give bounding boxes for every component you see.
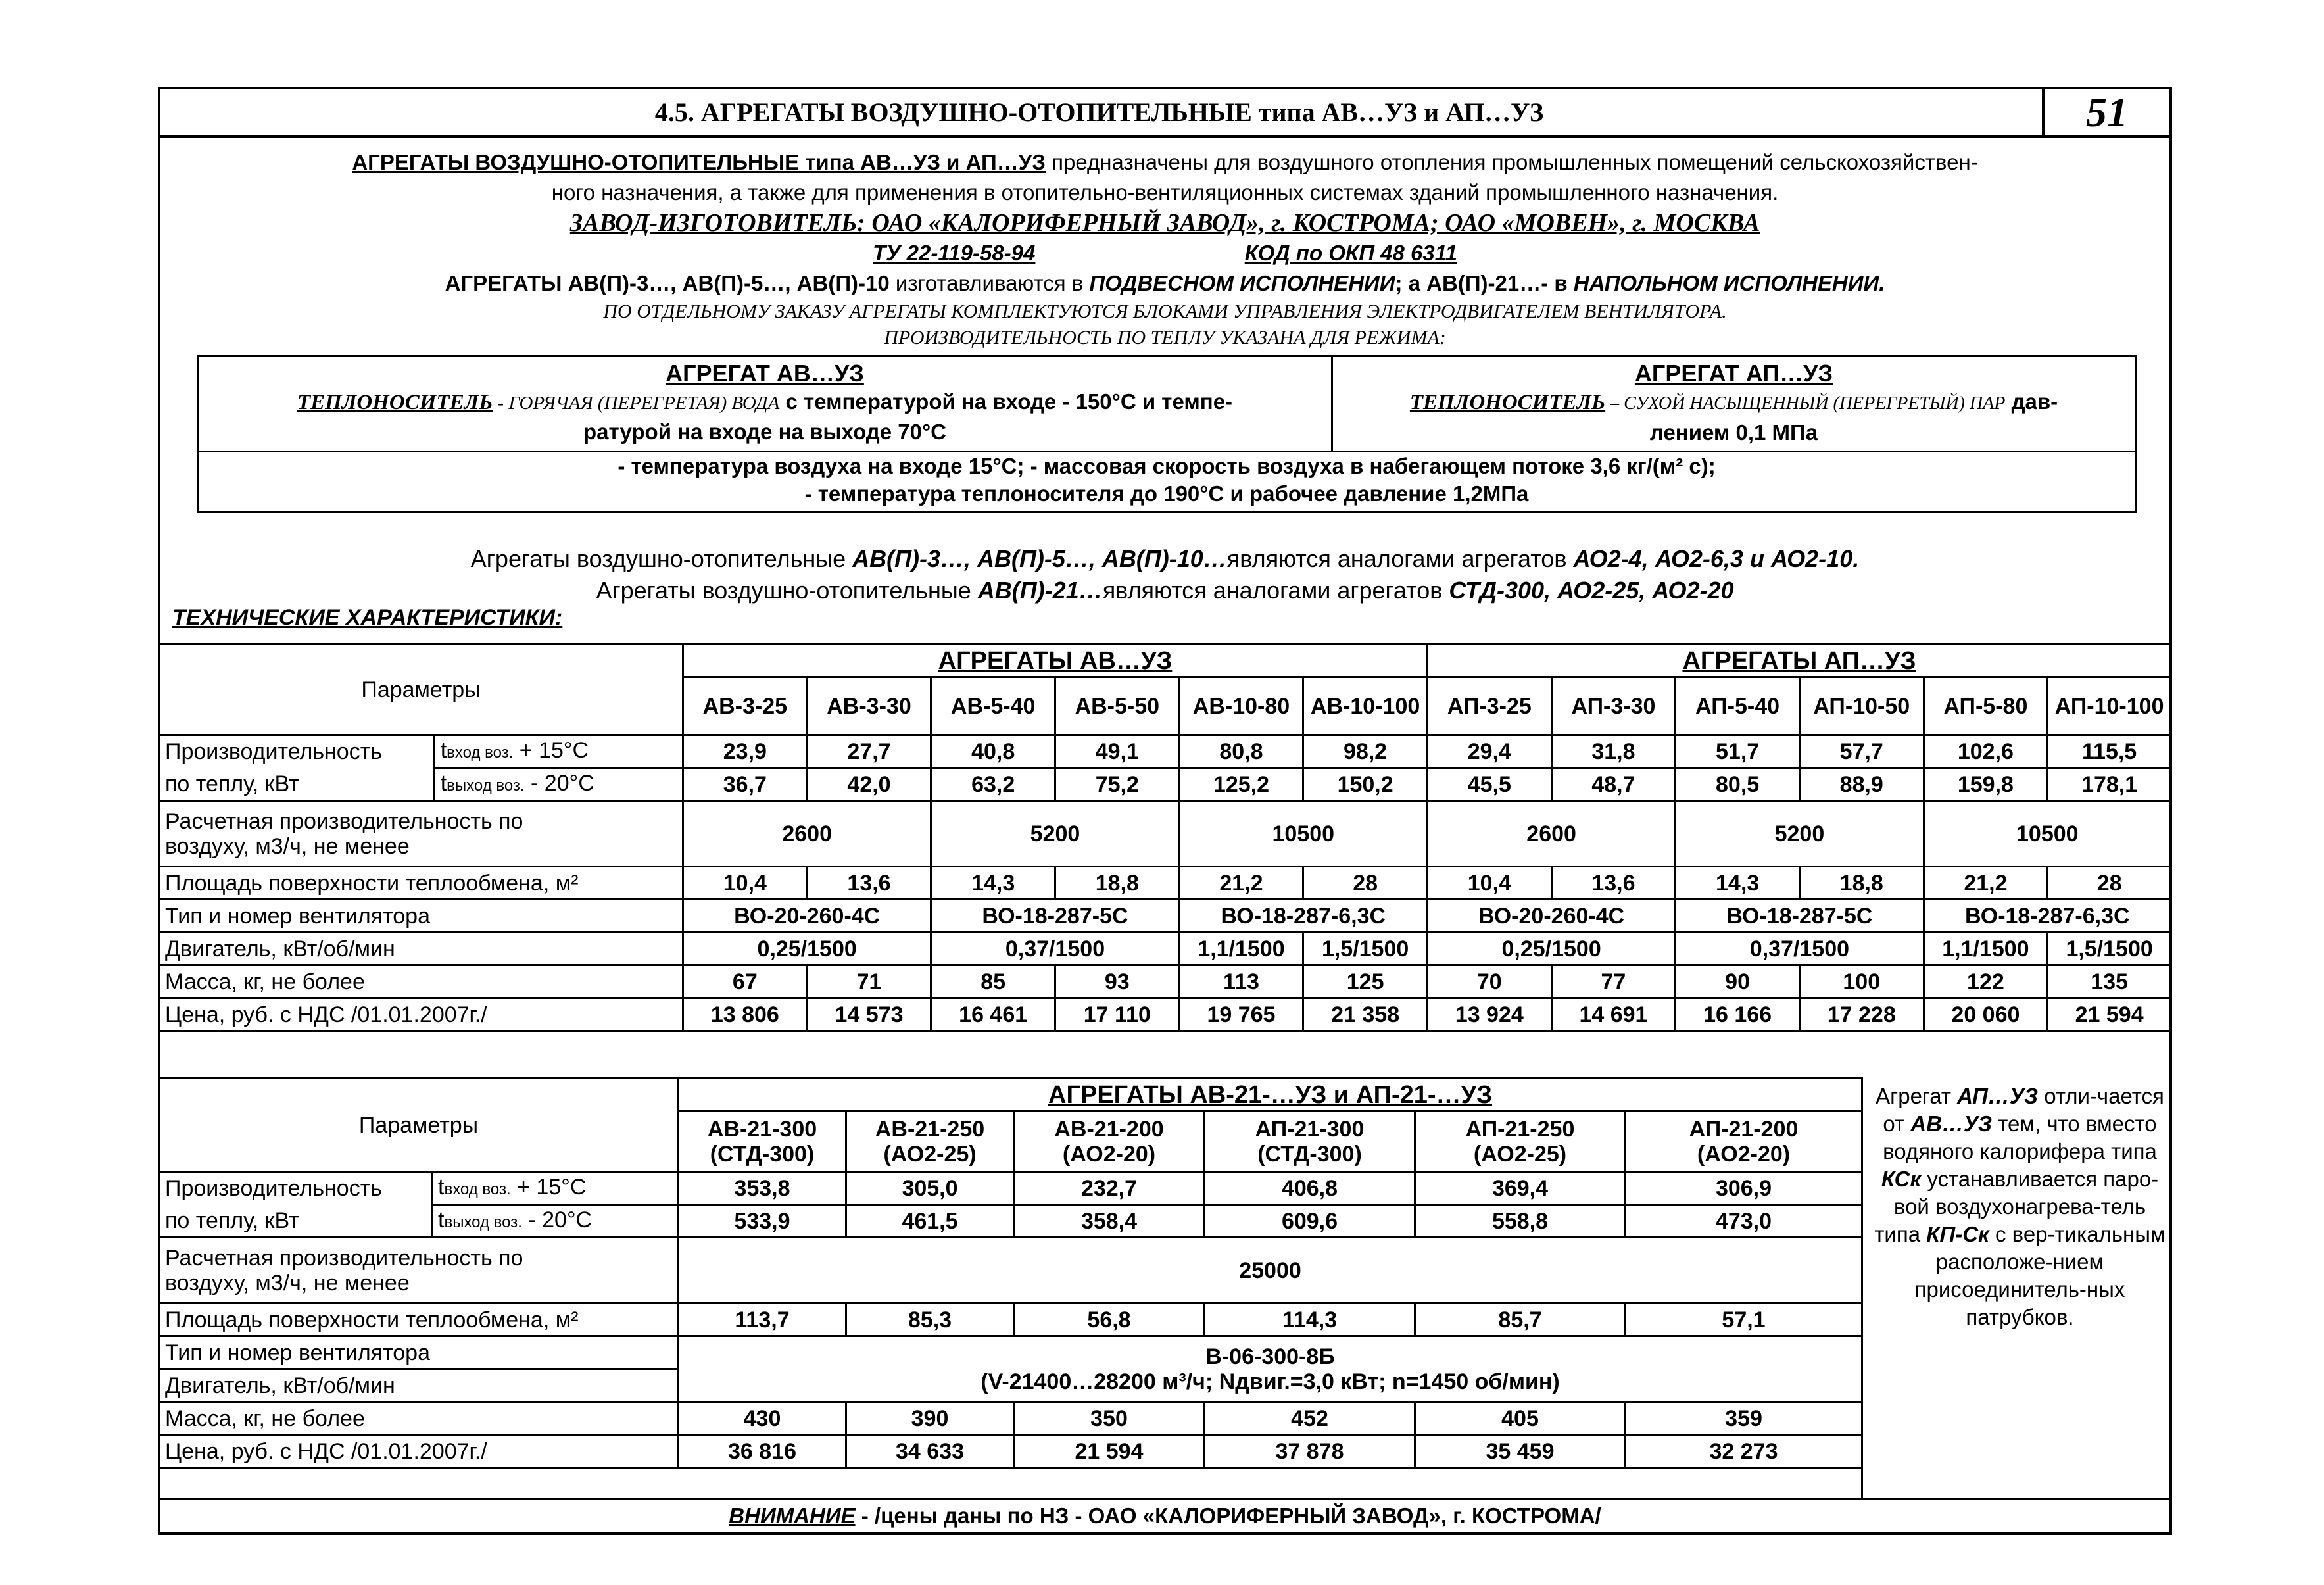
analogs-1b: АВ(П)-3…, АВ(П)-5…, АВ(П)-10… <box>852 545 1227 572</box>
t2-model-name: АП-21-250 <box>1465 1116 1575 1142</box>
air-label-1: Расчетная производительность по <box>165 808 523 834</box>
t2-mass-cell: 350 <box>1014 1402 1205 1435</box>
t1-mass-label: Масса, кг, не более <box>159 965 683 998</box>
t1-area-cell: 18,8 <box>1799 867 1924 900</box>
t1-air-row <box>159 801 2171 867</box>
t1-fan-cell: ВО-20-260-4С <box>683 900 931 933</box>
t-out-subscript: выход воз. <box>444 1213 522 1231</box>
t1-air-cell: 2600 <box>1427 801 1675 867</box>
t1-heat-out-cell: 36,7 <box>683 768 808 801</box>
t1-heat-out-row <box>159 768 2171 801</box>
t1-group-row <box>159 645 2171 677</box>
t1-model: АВ-10-100 <box>1303 677 1428 735</box>
t1-mass-cell: 93 <box>1055 965 1179 998</box>
mode-av-line2: ратурой на входе на выходе 70°С <box>583 420 947 444</box>
t2-model-name: АП-21-300 <box>1255 1116 1365 1142</box>
t1-fan-row <box>159 900 2171 933</box>
mode-av-header: АГРЕГАТ АВ…УЗ <box>666 360 864 387</box>
t2-air-cell: 25000 <box>679 1238 1862 1304</box>
t1-fan-cell: ВО-18-287-6,3С <box>1924 900 2171 933</box>
t2-motor-label: Двигатель, кВт/об/мин <box>159 1369 679 1402</box>
t2-heat-out-cell: 558,8 <box>1415 1205 1626 1238</box>
t2-heat-out-cell: 461,5 <box>846 1205 1014 1238</box>
intro-lead-rest: предназначены для воздушного отопления промышленных помещений сельскохозяйствен- <box>1045 150 1978 174</box>
mode-common-1: - температура воздуха на входе 15°С; - массовая скорость воздуха в набегающем потоке 3,6 кг/(м² с); <box>617 454 1716 478</box>
t2-model <box>1415 1111 1626 1172</box>
t1-mass-cell: 67 <box>683 965 808 998</box>
t1-air-cell: 5200 <box>1676 801 1924 867</box>
t1-area-cell: 13,6 <box>807 867 931 900</box>
t2-fan-row <box>159 1336 1862 1369</box>
t1-heat-out-cell: 42,0 <box>807 768 931 801</box>
mode-common-2: - температура теплоносителя до 190°С и рабочее давление 1,2МПа <box>804 481 1529 506</box>
exec-floor: НАПОЛЬНОМ ИСПОЛНЕНИИ. <box>1573 271 1885 295</box>
t2-model-name: АВ-21-300 <box>707 1116 817 1142</box>
t-symbol: t <box>438 1174 445 1200</box>
t-symbol: t <box>440 737 447 763</box>
intro-line-2: ного назначения, а также для применения в отопительно-вентиляционных системах зданий промышленного назначения. <box>551 180 1779 205</box>
t1-heat-in-cell: 27,7 <box>807 735 931 768</box>
t2-mass-cell: 452 <box>1205 1402 1415 1435</box>
sidenote-i: с вер-тикальным расположе-нием присоединитель-ных патрубков. <box>1914 1222 2166 1329</box>
page-number: 51 <box>2042 89 2169 135</box>
t1-heat-in-cell: 40,8 <box>931 735 1055 768</box>
analogs-line-1 <box>160 543 2169 575</box>
t1-price-cell: 16 166 <box>1676 998 1800 1031</box>
t-in-value: + 15°С <box>513 737 589 763</box>
t1-heat-out-cell: 80,5 <box>1676 768 1800 801</box>
t2-mass-cell: 359 <box>1626 1402 1862 1435</box>
okp-code: КОД по ОКП 48 6311 <box>1244 241 1457 265</box>
analogs-1c: являются аналогами агрегатов <box>1226 545 1574 572</box>
t2-model <box>1014 1111 1205 1172</box>
t2-mass-cell: 430 <box>679 1402 846 1435</box>
t2-area-cell: 114,3 <box>1205 1304 1415 1336</box>
t2-mass-cell: 405 <box>1415 1402 1626 1435</box>
title-bar <box>160 89 2169 138</box>
mode-ap-line1 <box>1333 387 2135 418</box>
page-frame <box>158 87 2172 1535</box>
t1-mass-cell: 135 <box>2048 965 2171 998</box>
tu-code: ТУ 22-119-58-94 <box>873 241 1036 265</box>
analogs-2d: СТД-300, АО2-25, АО2-20 <box>1449 577 1734 604</box>
t1-area-cell: 10,4 <box>683 867 808 900</box>
t1-price-cell: 14 691 <box>1551 998 1676 1031</box>
t1-price-cell: 19 765 <box>1179 998 1303 1031</box>
mode-ap-header: АГРЕГАТ АП…УЗ <box>1634 360 1833 387</box>
mode-ap-steam: – СУХОЙ НАСЫЩЕННЫЙ (ПЕРЕГРЕТЫЙ) ПАР <box>1605 393 2006 414</box>
analogs-2c: являются аналогами агрегатов <box>1102 577 1449 604</box>
t1-fan-cell: ВО-18-287-6,3С <box>1179 900 1427 933</box>
t1-heat-in-cell: 115,5 <box>2048 735 2171 768</box>
t2-heat-out-row <box>159 1205 1862 1238</box>
t-in-subscript: вход воз. <box>447 743 514 762</box>
t1-model: АВ-10-80 <box>1179 677 1303 735</box>
t2-price-label: Цена, руб. с НДС /01.01.2007г./ <box>159 1435 679 1468</box>
t1-mass-cell: 85 <box>931 965 1055 998</box>
t1-motor-cell: 1,1/1500 <box>1179 933 1303 965</box>
t2-price-cell: 37 878 <box>1205 1435 1415 1468</box>
t1-model: АП-3-30 <box>1551 677 1676 735</box>
t2-model-name: АВ-21-250 <box>875 1116 985 1142</box>
t2-area-cell: 57,1 <box>1626 1304 1862 1336</box>
t1-area-cell: 14,3 <box>931 867 1055 900</box>
t1-heat-in-cell: 51,7 <box>1676 735 1800 768</box>
analogs-2a: Агрегаты воздушно-отопительные <box>596 577 978 604</box>
sidenote-e: тем, что вместо водяного калорифера типа <box>1883 1111 2157 1163</box>
page-title: 4.5. АГРЕГАТЫ ВОЗДУШНО-ОТОПИТЕЛЬНЫЕ типа АВ…УЗ и АП…УЗ <box>654 97 1544 127</box>
sidenote-divider <box>1861 1077 1863 1500</box>
mode-ap-carrier: ТЕПЛОНОСИТЕЛЬ <box>1409 391 1606 414</box>
t1-mass-cell: 70 <box>1427 965 1551 998</box>
t1-params-header: Параметры <box>159 645 683 735</box>
t-in-subscript: вход воз. <box>444 1180 511 1198</box>
t1-air-cell: 10500 <box>1179 801 1427 867</box>
t2-model <box>1205 1111 1415 1172</box>
sidenote-c: отли-чается от <box>1883 1084 2164 1136</box>
t2-area-cell: 56,8 <box>1014 1304 1205 1336</box>
t2-area-cell: 85,3 <box>846 1304 1014 1336</box>
t1-model: АП-10-100 <box>2048 677 2171 735</box>
t2-heat-out-cell: 533,9 <box>679 1205 846 1238</box>
t1-mass-row <box>159 965 2171 998</box>
t1-price-cell: 13 806 <box>683 998 808 1031</box>
t2-model-analog: (АО2-25) <box>1473 1141 1567 1167</box>
analogs-1d: АО2-4, АО2-6,3 и АО2-10. <box>1573 545 1860 572</box>
t1-heat-out-cell: 75,2 <box>1055 768 1179 801</box>
t1-mass-cell: 90 <box>1676 965 1800 998</box>
t2-fan-type: В-06-300-8Б <box>1205 1344 1335 1369</box>
t1-mass-cell: 122 <box>1924 965 2048 998</box>
mode-common-cell <box>199 452 2135 512</box>
t2-heat-label-2: по теплу, кВт <box>159 1205 432 1238</box>
t1-fan-cell: ВО-18-287-5С <box>931 900 1179 933</box>
t-symbol: t <box>440 770 447 796</box>
t-out-value: - 20°С <box>524 770 594 796</box>
t1-model: АП-3-25 <box>1427 677 1551 735</box>
t1-price-cell: 16 461 <box>931 998 1055 1031</box>
t2-mass-cell: 390 <box>846 1402 1014 1435</box>
t1-mass-cell: 71 <box>807 965 931 998</box>
t-out-value: - 20°С <box>521 1207 593 1232</box>
t2-t-out-label <box>432 1205 679 1238</box>
t1-model: АП-5-80 <box>1924 677 2048 735</box>
t2-model-analog: (СТД-300) <box>1257 1141 1362 1167</box>
air-label-2: воздуху, м3/ч, не менее <box>165 1270 410 1296</box>
t1-price-cell: 13 924 <box>1427 998 1551 1031</box>
mode-note: ПРОИЗВОДИТЕЛЬНОСТЬ ПО ТЕПЛУ УКАЗАНА ДЛЯ РЕЖИМА: <box>884 327 1446 349</box>
t2-heat-in-cell: 353,8 <box>679 1172 846 1205</box>
analogs-section <box>160 543 2169 606</box>
exec-text: изготавливаются в <box>889 271 1090 295</box>
t1-motor-cell: 1,5/1500 <box>2048 933 2171 965</box>
t1-t-out-label <box>434 768 683 801</box>
t1-air-label <box>159 801 683 867</box>
tu-okp-line <box>174 238 2156 268</box>
t1-area-cell: 28 <box>2048 867 2171 900</box>
t-out-subscript: выход воз. <box>447 776 525 794</box>
t1-area-cell: 18,8 <box>1055 867 1179 900</box>
t1-air-cell: 5200 <box>931 801 1179 867</box>
t1-area-row <box>159 867 2171 900</box>
t1-model: АВ-3-25 <box>683 677 808 735</box>
t2-model-analog: (АО2-25) <box>883 1141 977 1167</box>
t1-group-ap: АГРЕГАТЫ АП…УЗ <box>1427 645 2171 677</box>
t2-mass-label: Масса, кг, не более <box>159 1402 679 1435</box>
t2-fan-label: Тип и номер вентилятора <box>159 1336 679 1369</box>
t2-model-name: АП-21-200 <box>1689 1116 1799 1142</box>
t2-mass-row <box>159 1402 1862 1435</box>
t2-fan-specs: (V-21400…28200 м³/ч; Nдвиг.=3,0 кВт; n=1450 об/мин) <box>980 1369 1560 1394</box>
t2-price-cell: 36 816 <box>679 1435 846 1468</box>
air-label-2: воздуху, м3/ч, не менее <box>165 833 410 859</box>
t2-model-name: АВ-21-200 <box>1054 1116 1164 1142</box>
t1-motor-cell: 0,25/1500 <box>1427 933 1675 965</box>
t1-motor-label: Двигатель, кВт/об/мин <box>159 933 683 965</box>
specs-table-1 <box>158 643 2172 1032</box>
sidenote-d: АВ…УЗ <box>1910 1111 1993 1136</box>
t1-area-cell: 14,3 <box>1676 867 1800 900</box>
t2-heat-in-cell: 306,9 <box>1626 1172 1862 1205</box>
t2-heat-label-1: Производительность <box>159 1172 432 1205</box>
t1-mass-cell: 77 <box>1551 965 1676 998</box>
mode-av-temp: с температурой на входе - 150°С и темпе- <box>779 389 1233 414</box>
sidenote-g: устанавливается паро-вой воздухонагрева-тель типа <box>1874 1167 2159 1246</box>
t1-fan-cell: ВО-20-260-4С <box>1427 900 1675 933</box>
t2-heat-in-row <box>159 1172 1862 1205</box>
mode-ap-line2: лением 0,1 МПа <box>1649 420 1818 445</box>
t1-area-cell: 28 <box>1303 867 1428 900</box>
t1-heat-in-cell: 102,6 <box>1924 735 2048 768</box>
t1-air-cell: 10500 <box>1924 801 2171 867</box>
t1-model: АВ-5-40 <box>931 677 1055 735</box>
sidenote-a: Агрегат <box>1876 1084 1958 1108</box>
t2-area-label: Площадь поверхности теплообмена, м² <box>159 1304 679 1336</box>
t1-heat-in-row <box>159 735 2171 768</box>
t1-price-label: Цена, руб. с НДС /01.01.2007г./ <box>159 998 683 1031</box>
specs-table-2 <box>158 1077 1863 1469</box>
sidenote <box>1870 1083 2169 1331</box>
t1-area-cell: 10,4 <box>1427 867 1551 900</box>
intro-section <box>174 147 2156 351</box>
t1-price-cell: 21 358 <box>1303 998 1428 1031</box>
t1-price-cell: 20 060 <box>1924 998 2048 1031</box>
t1-model: АП-10-50 <box>1799 677 1924 735</box>
analogs-line-2 <box>160 575 2169 606</box>
t1-area-label: Площадь поверхности теплообмена, м² <box>159 867 683 900</box>
t2-heat-out-cell: 473,0 <box>1626 1205 1862 1238</box>
t1-t-in-label <box>434 735 683 768</box>
manufacturer: ЗАВОД-ИЗГОТОВИТЕЛЬ: ОАО «КАЛОРИФЕРНЫЙ ЗАВОД», г. КОСТРОМА; ОАО «МОВЕН», г. МОСКВА <box>569 209 1760 237</box>
exec-models: АГРЕГАТЫ АВ(П)-3…, АВ(П)-5…, АВ(П)-10 <box>445 271 890 295</box>
t2-heat-in-cell: 232,7 <box>1014 1172 1205 1205</box>
t1-area-cell: 21,2 <box>1179 867 1303 900</box>
t1-price-row <box>159 998 2171 1031</box>
sidenote-b: АП…УЗ <box>1957 1084 2039 1108</box>
exec-text-2: ; а АВ(П)-21…- в <box>1395 271 1574 295</box>
mode-av-carrier: ТЕПЛОНОСИТЕЛЬ <box>297 391 493 414</box>
t1-price-cell: 21 594 <box>2048 998 2171 1031</box>
t2-model-analog: (АО2-20) <box>1697 1141 1791 1167</box>
t1-motor-cell: 0,37/1500 <box>931 933 1179 965</box>
t1-heat-in-cell: 98,2 <box>1303 735 1428 768</box>
t1-model: АВ-5-50 <box>1055 677 1179 735</box>
t2-group-row <box>159 1079 1862 1111</box>
t1-heat-out-cell: 159,8 <box>1924 768 2048 801</box>
t1-heat-in-cell: 80,8 <box>1179 735 1303 768</box>
mode-ap-press-a: дав- <box>2005 389 2058 414</box>
exec-suspended: ПОДВЕСНОМ ИСПОЛНЕНИИ <box>1089 271 1395 295</box>
mode-av-water: - ГОРЯЧАЯ (ПЕРЕГРЕТАЯ) ВОДА <box>493 393 780 414</box>
t1-motor-cell: 1,1/1500 <box>1924 933 2048 965</box>
t1-mass-cell: 113 <box>1179 965 1303 998</box>
t2-params-header: Параметры <box>159 1079 679 1172</box>
t1-heat-out-cell: 48,7 <box>1551 768 1676 801</box>
t2-area-row <box>159 1304 1862 1336</box>
analogs-1a: Агрегаты воздушно-отопительные <box>470 545 853 572</box>
t1-air-cell: 2600 <box>683 801 931 867</box>
footer-attention: ВНИМАНИЕ <box>729 1503 856 1528</box>
t1-heat-in-cell: 31,8 <box>1551 735 1676 768</box>
order-note: ПО ОТДЕЛЬНОМУ ЗАКАЗУ АГРЕГАТЫ КОМПЛЕКТУЮТСЯ БЛОКАМИ УПРАВЛЕНИЯ ЭЛЕКТРОДВИГАТЕЛЕМ ВЕНТИЛЯТОРА. <box>603 301 1727 322</box>
t1-heat-label-2: по теплу, кВт <box>159 768 435 801</box>
sidenote-h: КП-Ск <box>1926 1222 1989 1246</box>
t1-heat-in-cell: 49,1 <box>1055 735 1179 768</box>
t1-motor-cell: 0,25/1500 <box>683 933 931 965</box>
analogs-2b: АВ(П)-21… <box>977 577 1103 604</box>
t2-price-row <box>159 1435 1862 1468</box>
t1-heat-out-cell: 45,5 <box>1427 768 1551 801</box>
intro-lead: АГРЕГАТЫ ВОЗДУШНО-ОТОПИТЕЛЬНЫЕ типа АВ…УЗ и АП…УЗ <box>352 150 1046 174</box>
t1-heat-in-cell: 29,4 <box>1427 735 1551 768</box>
tech-title: ТЕХНИЧЕСКИЕ ХАРАКТЕРИСТИКИ: <box>172 605 563 630</box>
t2-group: АГРЕГАТЫ АВ-21-…УЗ и АП-21-…УЗ <box>679 1079 1862 1111</box>
t2-fan-motor-cell <box>679 1336 1862 1402</box>
t2-model <box>679 1111 846 1172</box>
intro-line-1 <box>174 147 2156 178</box>
t1-heat-out-cell: 88,9 <box>1799 768 1924 801</box>
t2-price-cell: 34 633 <box>846 1435 1014 1468</box>
t1-motor-cell: 0,37/1500 <box>1676 933 1924 965</box>
t2-area-cell: 113,7 <box>679 1304 846 1336</box>
t1-area-cell: 13,6 <box>1551 867 1676 900</box>
t1-model: АП-5-40 <box>1676 677 1800 735</box>
t1-fan-label: Тип и номер вентилятора <box>159 900 683 933</box>
t2-heat-out-cell: 358,4 <box>1014 1205 1205 1238</box>
t2-air-label <box>159 1238 679 1304</box>
t1-area-cell: 21,2 <box>1924 867 2048 900</box>
footer-text: - /цены даны по НЗ - ОАО «КАЛОРИФЕРНЫЙ ЗАВОД», г. КОСТРОМА/ <box>855 1503 1601 1528</box>
t1-motor-cell: 1,5/1500 <box>1303 933 1428 965</box>
t1-heat-out-cell: 150,2 <box>1303 768 1428 801</box>
sidenote-f: КСк <box>1881 1167 1922 1191</box>
t-symbol: t <box>438 1207 445 1232</box>
t1-heat-out-cell: 125,2 <box>1179 768 1303 801</box>
t1-price-cell: 14 573 <box>807 998 931 1031</box>
t1-group-av: АГРЕГАТЫ АВ…УЗ <box>683 645 1428 677</box>
t2-model <box>1626 1111 1862 1172</box>
t2-heat-in-cell: 406,8 <box>1205 1172 1415 1205</box>
t2-heat-in-cell: 305,0 <box>846 1172 1014 1205</box>
t2-area-cell: 85,7 <box>1415 1304 1626 1336</box>
mode-av-line1 <box>199 387 1331 418</box>
mode-av-cell <box>199 357 1333 452</box>
mode-ap-cell <box>1333 357 2135 452</box>
t1-heat-label-1: Производительность <box>159 735 435 768</box>
t2-model-analog: (АО2-20) <box>1062 1141 1156 1167</box>
air-label-1: Расчетная производительность по <box>165 1245 523 1271</box>
footer-note <box>160 1503 2169 1528</box>
t2-heat-in-cell: 369,4 <box>1415 1172 1626 1205</box>
t1-heat-out-cell: 178,1 <box>2048 768 2171 801</box>
footer-divider <box>160 1498 2169 1500</box>
mode-box <box>197 355 2137 513</box>
t-in-value: + 15°С <box>510 1174 587 1200</box>
t1-heat-out-cell: 63,2 <box>931 768 1055 801</box>
t2-model-analog: (СТД-300) <box>710 1141 815 1167</box>
t2-t-in-label <box>432 1172 679 1205</box>
t1-motor-row <box>159 933 2171 965</box>
t1-model: АВ-3-30 <box>807 677 931 735</box>
t2-price-cell: 35 459 <box>1415 1435 1626 1468</box>
t2-model <box>846 1111 1014 1172</box>
t2-heat-out-cell: 609,6 <box>1205 1205 1415 1238</box>
t1-heat-in-cell: 23,9 <box>683 735 808 768</box>
execution-line <box>174 268 2156 299</box>
t2-price-cell: 32 273 <box>1626 1435 1862 1468</box>
t1-mass-cell: 100 <box>1799 965 1924 998</box>
t2-air-row <box>159 1238 1862 1304</box>
t1-price-cell: 17 110 <box>1055 998 1179 1031</box>
t1-heat-in-cell: 57,7 <box>1799 735 1924 768</box>
t1-fan-cell: ВО-18-287-5С <box>1676 900 1924 933</box>
t1-price-cell: 17 228 <box>1799 998 1924 1031</box>
t1-mass-cell: 125 <box>1303 965 1428 998</box>
t2-price-cell: 21 594 <box>1014 1435 1205 1468</box>
